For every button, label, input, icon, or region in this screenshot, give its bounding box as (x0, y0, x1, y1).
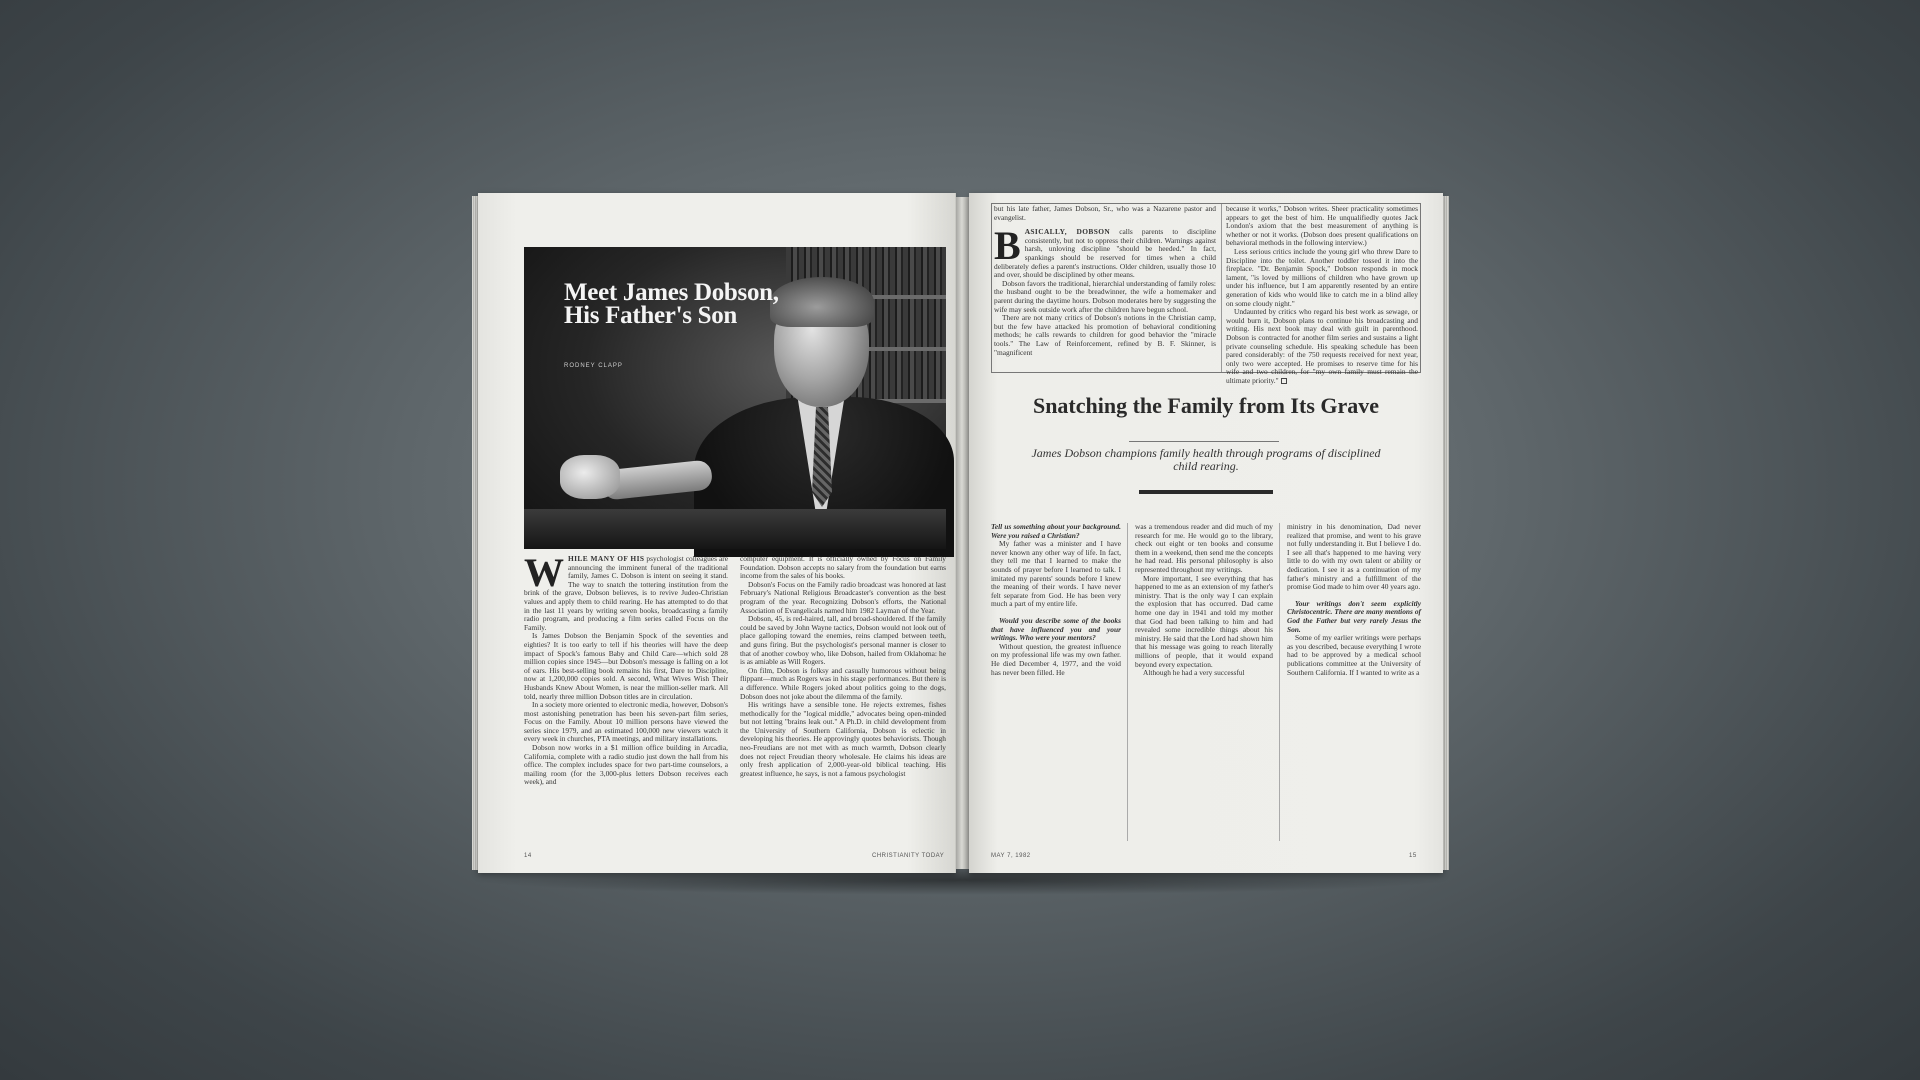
interview-answer: ministry in his denomination, Dad never realized that promise, and went to his grave not fully understanding it. But I believe I do. I see all that's happened to me having very little to do with my own talent or ability or dedication. I see it as a continuation of my father's ministry and a fulfillment of the promise God made to him over 40 years ago. (1287, 522, 1421, 592)
magazine-name: CHRISTIANITY TODAY (872, 853, 945, 859)
interview-answer: My father was a minister and I have never known any other way of life. In fact, they tell me that I learned to make the sounds of prayer before I learned to talk. I imitated my parents' sounds before I knew the meaning of their words. I have never felt separate from God. He has been very much a part of my entire life. (991, 539, 1121, 609)
interview-answer: Although he had a very successful (1143, 668, 1245, 678)
page-number-right: 15 (1409, 853, 1417, 859)
interview-column-3 (1287, 523, 1421, 841)
interview-column-2 (1135, 523, 1273, 841)
box-column-1: but his late father, James Dobson, Sr., who was a Nazarene pastor and evangelist. BASICALLY, DOBSON calls parents to discipline consistently, but not to oppress their children. Warnings against harsh, unloving discipline "should be heeded." In fact, spankings should be reserved for times when a child deliberately defies a parent's instructions. Older children, usually those 10 and over, should be disciplined by other means. Dobson favors the traditional, hierarchial understanding of family roles: the husband ought to be the breadwinner, the wife a homemaker and parent during the daytime hours. Dobson moderates here by suggesting the wife may seek outside work after the children have begun school. There are not many critics of Dobson's notions in the Christian camp, but the few have attacked his promotion of behavioral conditioning methods; he calls rewards to children for good behavior the "miracle tools." The Law of Reinforcement, refined by B. F. Skinner, is "magnificent (994, 204, 1216, 357)
drop-cap: B (994, 223, 1021, 269)
paragraph: Dobson, 45, is red-haired, tall, and broad-shouldered. If the family could be saved by John Wayne tactics, Dobson would not look out of place galloping toward the enemies, reins clamped between teeth, and guns firing. But the psychologist's personal manner is closer to that of another cowboy who, like Dobson, hailed from Oklahoma: he is as amiable as Will Rogers. (740, 614, 946, 667)
spine (956, 197, 969, 869)
paragraph: because it works," Dobson writes. Sheer practicality sometimes appears to get the best of him. He unqualifiedly quotes Jack London's axiom that the best measurement of anything is whether or not it works. (Dobson does present qualifications on behavioral methods in the following interview.) (1226, 204, 1418, 248)
deck-bar (1139, 490, 1273, 494)
paragraph: Is James Dobson the Benjamin Spock of the seventies and eighties? It is too early to tell if his theories will have the deep impact of Spock's famous Baby and Child Care—which sold 28 million copies since 1945—but Dobson's message is falling on a lot of ears. His best-selling book remains his first, Dare to Discipline, now at 1,200,000 copies sold. A second, What Wives Wish Their Husbands Knew About Women, is near the million-seller mark. All told, nearly three million Dobson titles are in circulation. (524, 631, 728, 701)
left-column-2 (740, 555, 946, 845)
page-number-left: 14 (524, 853, 532, 859)
paragraph: Dobson's Focus on the Family radio broadcast was honored at last February's National Religious Broadcaster's convention as the best program of the year. Recognizing Dobson's efforts, the National Association of Evangelicals named him 1982 Layman of the Year. (740, 579, 946, 615)
paragraph: In a society more oriented to electronic media, however, Dobson's most astonishing penetration has been his seven-part film series, Focus on the Family. About 10 million persons have viewed the series since 1979, and an estimated 100,000 new viewers watch it every week in churches, PTA meetings, and military installations. (524, 700, 728, 744)
left-page (478, 193, 956, 873)
paragraph: There are not many critics of Dobson's notions in the Christian camp, but the few have attacked his promotion of behavioral conditioning methods; he calls rewards to children for good behavior the "miracle tools." The Law of Reinforcement, refined by B. F. Skinner, is "magnificent (994, 313, 1216, 357)
byline: RODNEY CLAPP (564, 363, 623, 369)
right-page (969, 193, 1443, 873)
interview-question: Tell us something about your background. Were you raised a Christian? (991, 522, 1121, 540)
paragraph: Dobson favors the traditional, hierarchial understanding of family roles: the husband ought to be the breadwinner, the wife a homemaker and parent during the daytime hours. Dobson moderates here by suggesting the wife may seek outside work after the children have begun school. (994, 278, 1216, 314)
interview-answer: More important, I see everything that has happened to me as an extension of my father's ministry. That is the only way I can explain the explosion that has occurred. Dad came home one day in 1941 and told my mother that God had been talking to him and had revealed some incredible things about his ministry. He said that the Lord had shown him that his message was going to reach literally millions of people, that it would expand beyond every expectation. (1135, 573, 1273, 669)
interview-headline: Snatching the Family from Its Grave (1032, 393, 1380, 418)
interview-answer: Without question, the greatest influence on my professional life was my own father. He died December 4, 1977, and the void has never been filled. He (991, 641, 1121, 677)
magazine-spread (478, 193, 1443, 873)
box-column-2 (1226, 204, 1418, 385)
interview-deck: James Dobson champions family health through programs of disciplined child rearing. (1031, 446, 1381, 473)
paragraph: His writings have a sensible tone. He rejects extremes, fishes methodically for the "logical middle," advocates being open-minded but not letting "brains leak out." A Ph.D. in child development from the University of Southern California, Dobson is eclectic in developing his theories. He approvingly quotes behaviorists. Though neo-Freudians are not met with as much warmth, Dobson clearly does not reject Freudian theory wholesale. He claims his ideas are only fresh application of 2,000-year-old biblical teaching. His greatest influence, he says, is not a famous psychologist (740, 700, 946, 778)
issue-date: MAY 7, 1982 (991, 853, 1031, 859)
paragraph: Less serious critics include the young girl who threw Dare to Discipline into the toilet. Another toddler tossed it into the fireplace. "Dr. Benjamin Spock," Dobson responds in mock lament, "is loved by millions of children who have grown up under his influence, but I am apparently resented by an entire generation of kids who would like to catch me in a blind alley on some cloudy night." (1226, 246, 1418, 308)
interview-question: Your writings don't seem explicitly Christocentric. There are many mentions of God the Father but very rarely Jesus the Son. (1287, 598, 1421, 634)
paragraph: On film, Dobson is folksy and casually humorous without being flippant—much as Rogers was in his stage performances. But there is a difference. While Rogers joked about politics going to the dogs, Dobson does not joke about the dilemma of the family. (740, 665, 946, 701)
paragraph: computer equipment. It is officially owned by Focus on Family Foundation. Dobson accepts no salary from the foundation but earns income from the sales of his books. (740, 554, 946, 581)
portrait-photo (524, 247, 946, 547)
headline-rule (1129, 441, 1279, 442)
interview-answer: was a tremendous reader and did much of my research for me. He would go to the library, check out eight or ten books and consume them in a weekend, then send me the concepts he had read. His personal philosophy is also represented throughout my writings. (1135, 522, 1273, 574)
end-mark (1281, 378, 1287, 384)
interview-answer: Some of my earlier writings were perhaps as you described, because everything I wrote had to be approved by a medical school publications committee at the University of Southern California. If I wanted to write as a (1287, 633, 1421, 677)
article-title: Meet James Dobson, His Father's Son (564, 279, 779, 329)
paragraph: but his late father, James Dobson, Sr., who was a Nazarene pastor and evangelist. (994, 204, 1216, 222)
interview-column-1 (991, 523, 1121, 841)
paragraph: Undaunted by critics who regard his best work as sewage, or would burn it, Dobson plans to continue his broadcasting and writing. His next book may deal with guilt in parenthood. Dobson is contracted for another film series and sustains a light private counseling schedule. His speaking schedule has been pared considerably: of the 750 requests received for next year, only two were accepted. He promises to reserve time for his wife and two children, for "my own family must remain the ultimate priority." (1226, 307, 1418, 385)
left-column-1: WHILE MANY OF HIS psychologist colleagues are announcing the imminent funeral of the traditional family, James C. Dobson is intent on seeing it stand. The way to snatch the tottering institution from the brink of the grave, Dobson believes, is to revive Judeo-Christian values and apply them to child rearing. He has attempted to do that in the last 11 years by writing seven books, broadcasting a family radio program, and producing a film series called Focus on the Family. Is James Dobson the Benjamin Spock of the seventies and eighties? It is too early to tell if his theories will have the deep impact of Spock's famous Baby and Child Care—which sold 28 million copies since 1945—but Dobson's message is falling on a lot of ears. His best-selling book remains his first, Dare to Discipline, now at 1,200,000 copies sold. A second, What Wives Wish Their Husbands Knew About Women, is near the million-seller mark. All told, nearly three million Dobson titles are in circulation. In a society more oriented to electronic media, however, Dobson's most astonishing penetration has been his seven-part film series, Focus on the Family. About 10 million persons have viewed the series since 1979, and an estimated 100,000 new viewers watch it every week in churches, PTA meetings, and military installations. Dobson now works in a $1 million office building in Arcadia, California, complete with a radio studio just down the hall from his office. The complex includes space for two part-time counselors, a mailing room (for the 3,000-plus letters Dobson receives each week), and (524, 550, 728, 787)
paragraph: Dobson now works in a $1 million office building in Arcadia, California, complete with a radio studio just down the hall from his office. The complex includes space for two part-time counselors, a mailing room (for the 3,000-plus letters Dobson receives each week), and (524, 743, 728, 787)
interview-question: Would you describe some of the books that have influenced you and your writings. Who were your mentors? (991, 615, 1121, 643)
continuation-box (991, 203, 1421, 385)
drop-cap: W (524, 550, 564, 595)
